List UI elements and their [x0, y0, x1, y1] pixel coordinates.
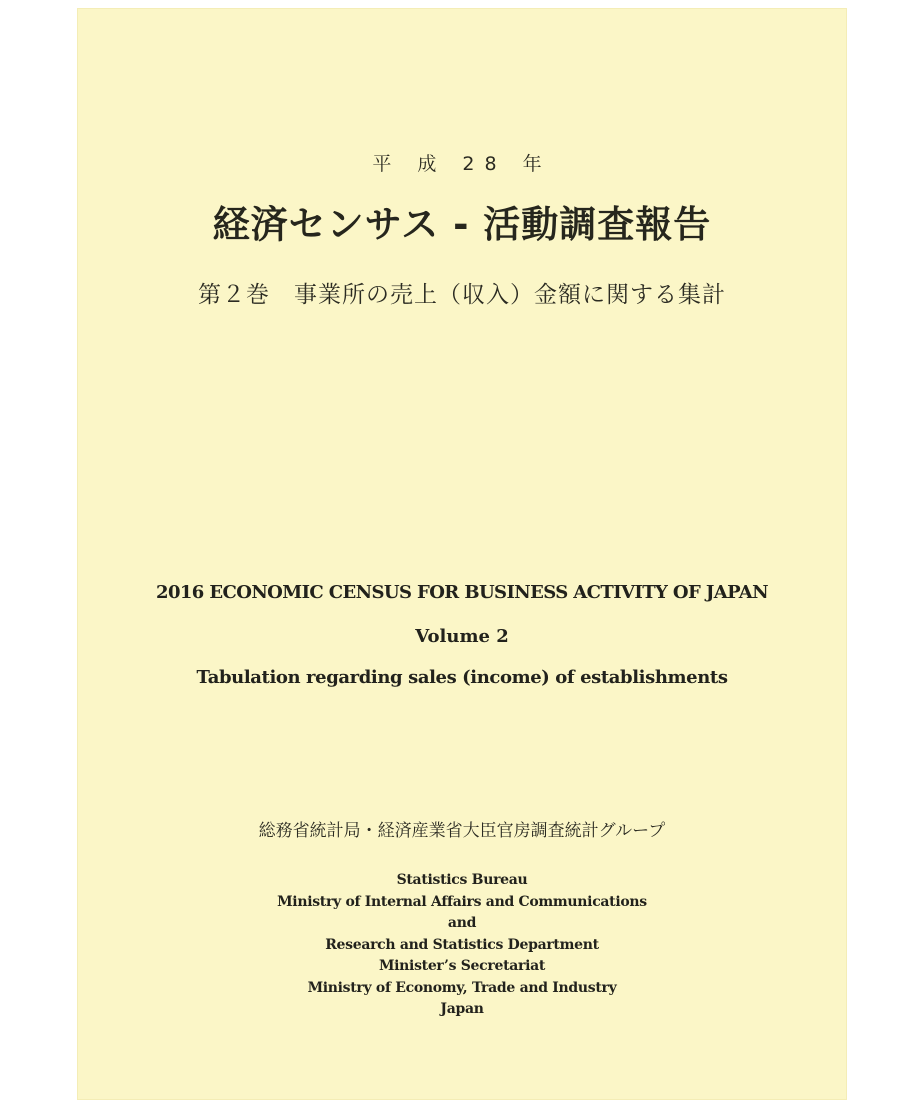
english-subtitle: Tabulation regarding sales (income) of establishments [196, 667, 728, 688]
english-title: 2016 ECONOMIC CENSUS FOR BUSINESS ACTIVITY OF JAPAN [156, 582, 768, 603]
publisher-line: Japan [440, 1001, 484, 1017]
era-year-heading: 平 成 28 年 [372, 153, 552, 175]
publisher-line: Ministry of Internal Affairs and Communications [277, 893, 647, 910]
publisher-line: Minister’s Secretariat [378, 958, 546, 974]
publisher-line: and [447, 915, 477, 931]
publisher-japanese: 総務省統計局・経済産業省大臣官房調査統計グループ [258, 821, 666, 841]
main-title: 経済センサス - 活動調査報告 [212, 203, 712, 246]
publisher-line: Research and Statistics Department [325, 936, 599, 953]
publisher-line: Ministry of Economy, Trade and Industry [307, 979, 617, 996]
cover-page [77, 8, 847, 1100]
publisher-english [77, 870, 847, 1021]
volume-title-japanese: 第２巻 事業所の売上（収入）金額に関する集計 [198, 282, 726, 308]
publisher-line: Statistics Bureau [396, 872, 528, 888]
english-volume: Volume 2 [415, 626, 509, 647]
